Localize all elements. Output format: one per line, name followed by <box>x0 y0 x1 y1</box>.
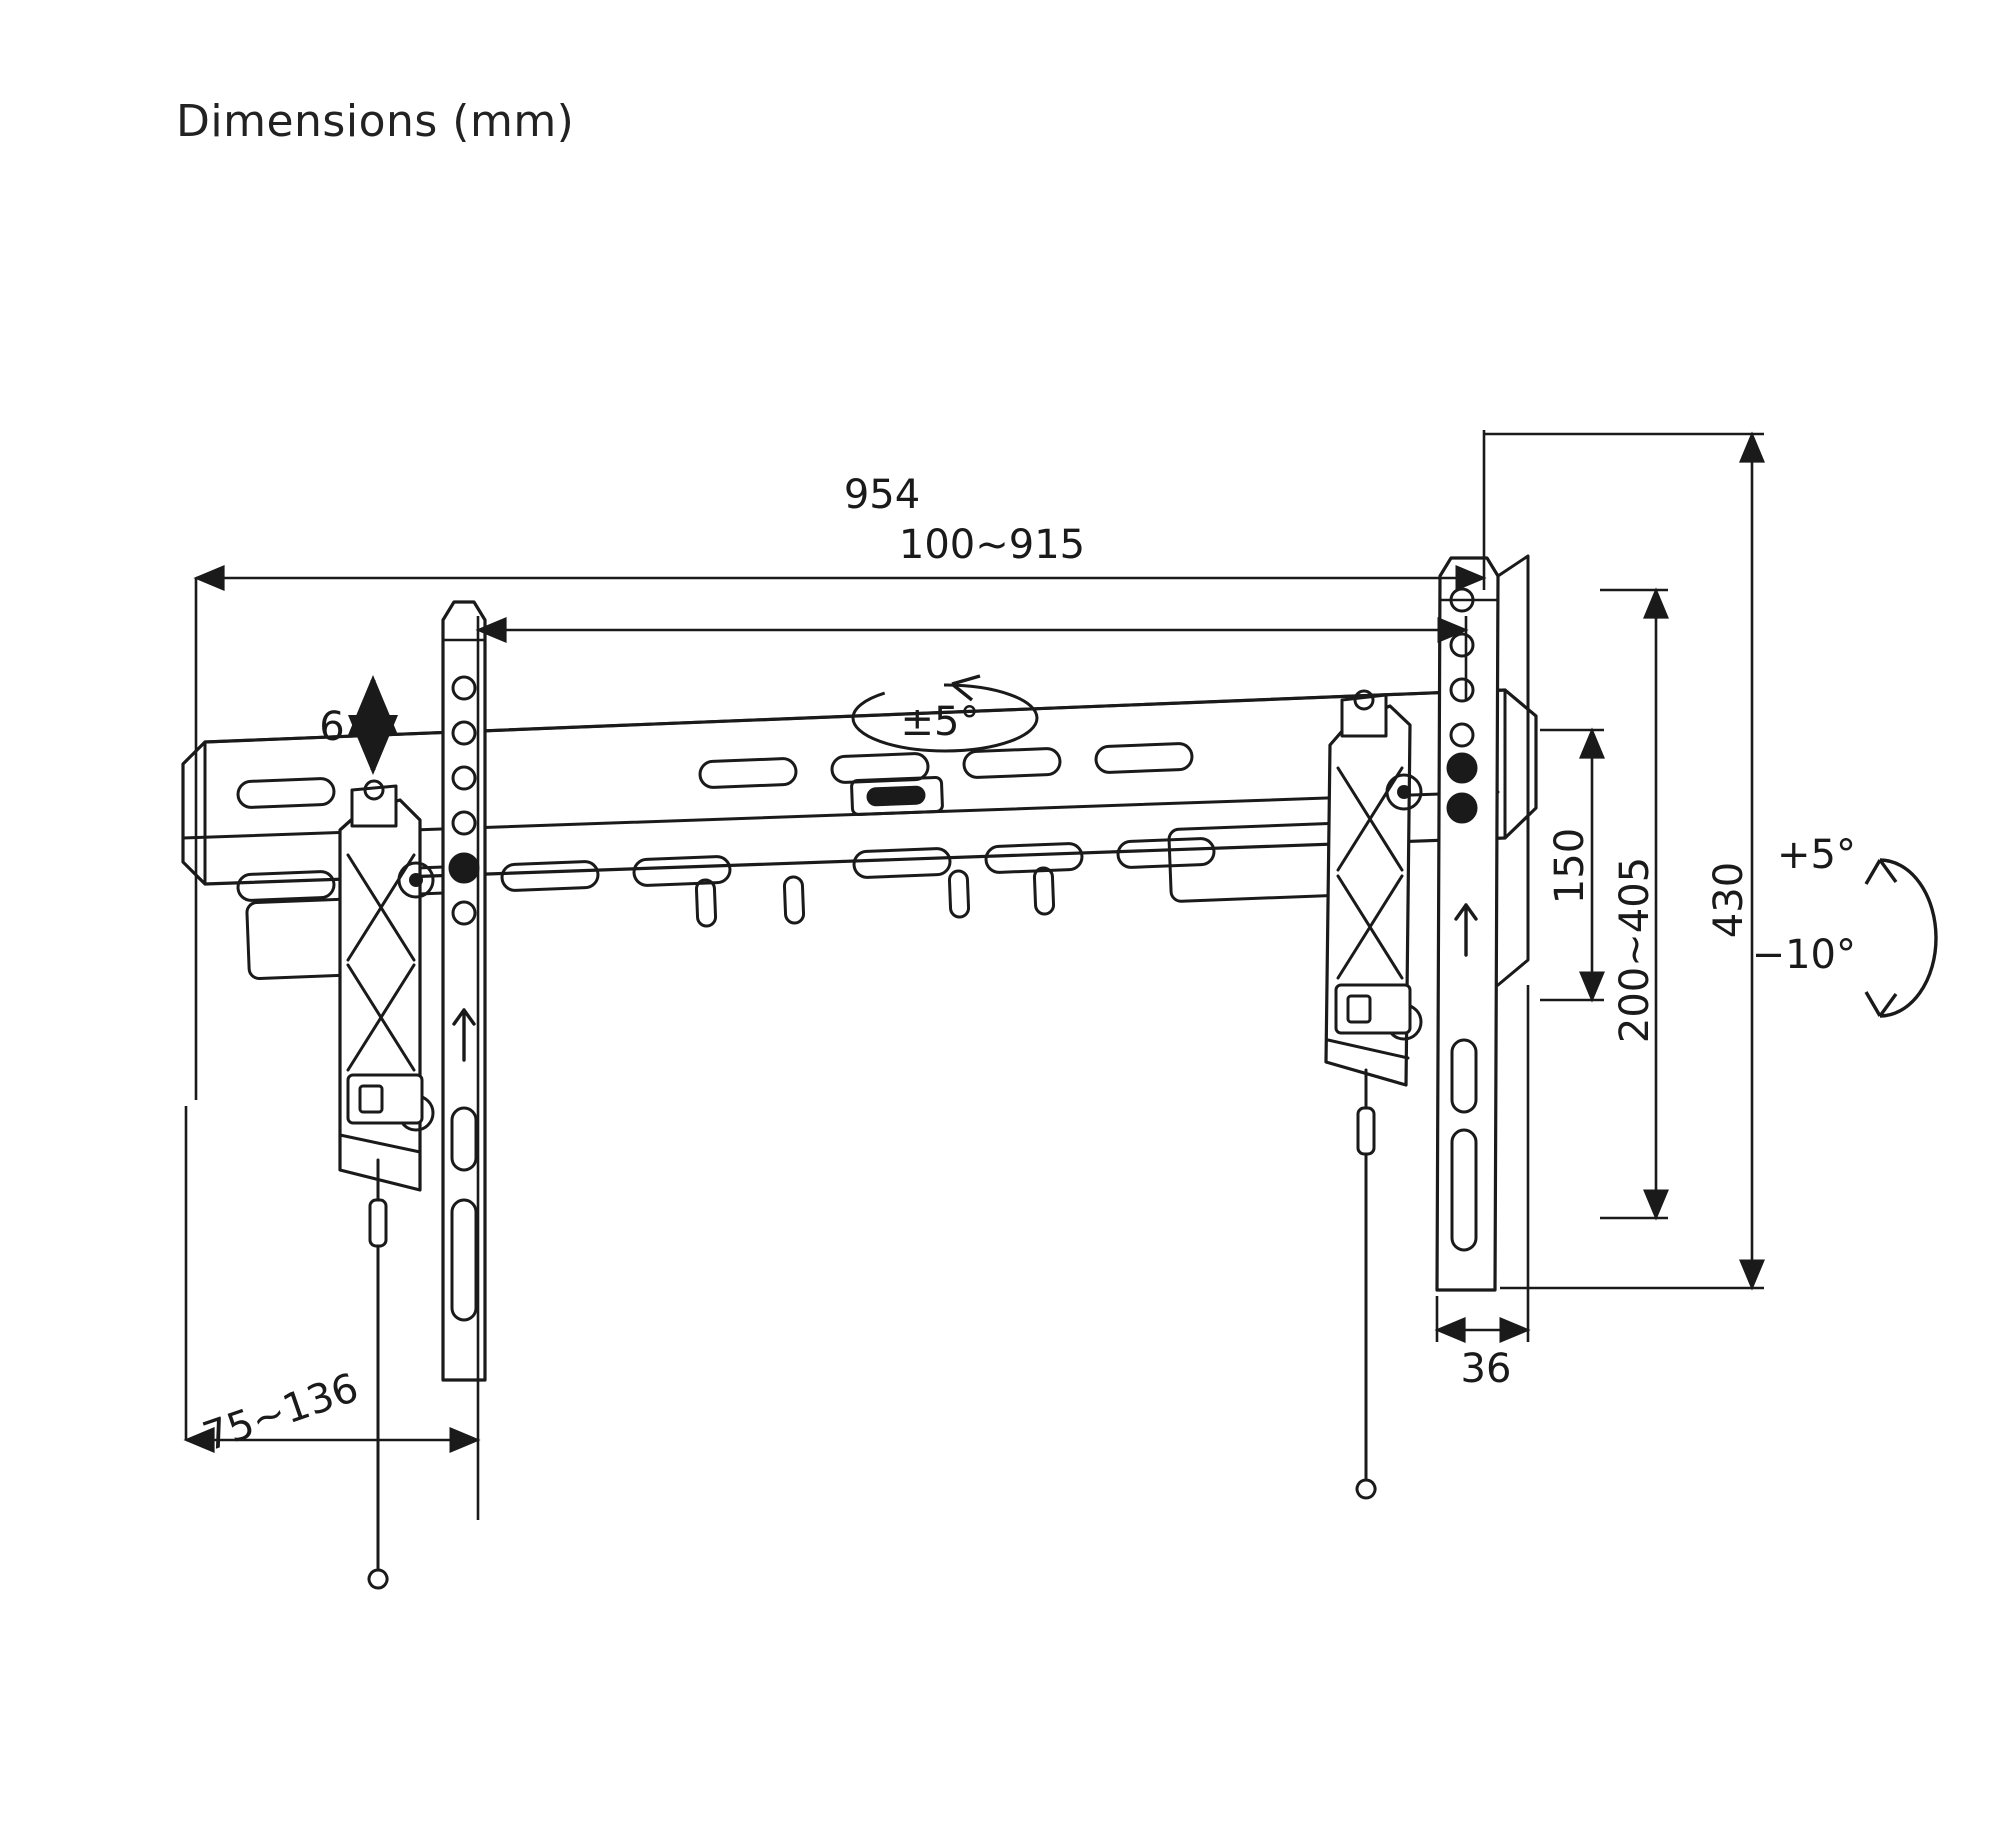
tilt-mechanism-left <box>340 781 433 1588</box>
label-plate-thickness: 6 <box>319 704 345 750</box>
label-vesa-height: 150 <box>1547 827 1593 905</box>
label-tilt-up: +5° <box>1777 832 1856 878</box>
label-overall-height: 430 <box>1706 861 1752 939</box>
tilt-indicator <box>1866 860 1936 1016</box>
tv-plate-right <box>1437 556 1528 1290</box>
page-title: Dimensions (mm) <box>176 96 575 147</box>
tilt-mechanism-right <box>1326 691 1421 1498</box>
label-tilt-top: ±5° <box>900 699 980 745</box>
label-vesa-height-range: 200~405 <box>1612 856 1658 1044</box>
label-overall-width: 954 <box>843 472 921 518</box>
label-wall-distance-range: 75~136 <box>197 1364 365 1461</box>
label-tilt-down: −10° <box>1751 932 1856 978</box>
label-vesa-width-range: 100~915 <box>898 522 1086 568</box>
drawing-group-hardware <box>183 556 1536 1588</box>
label-depth: 36 <box>1460 1346 1512 1392</box>
